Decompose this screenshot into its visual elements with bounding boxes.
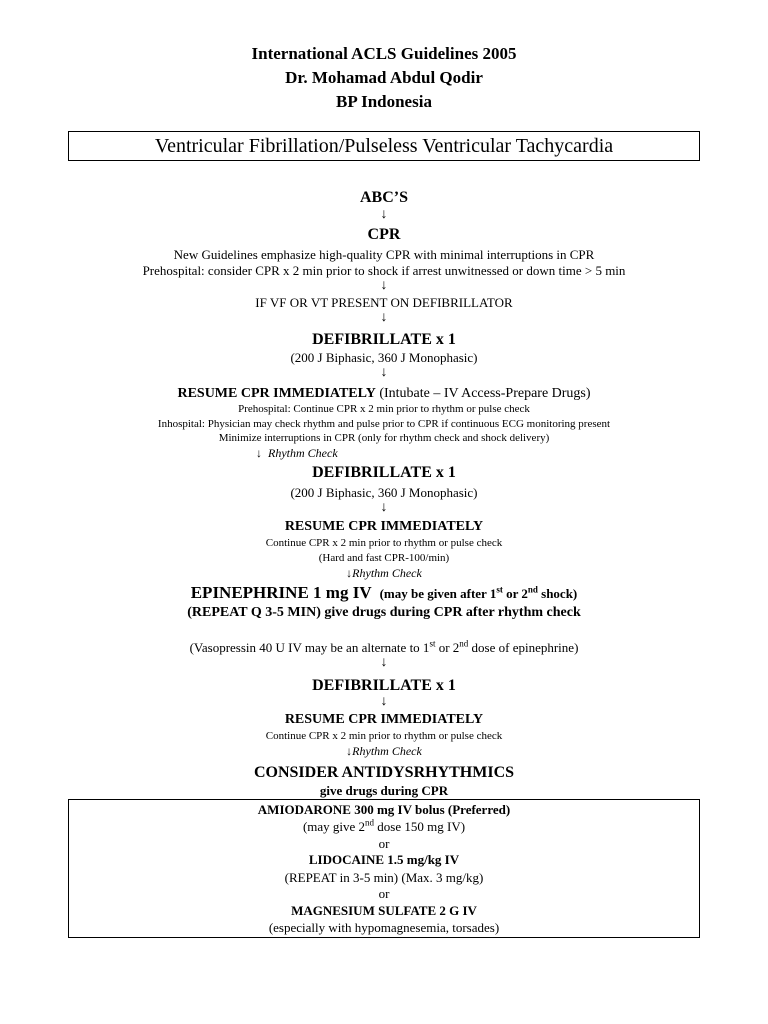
step-abcs: ABC’S: [359, 189, 408, 206]
down-arrow-icon: ↓: [346, 744, 353, 758]
step-cpr: CPR: [367, 226, 401, 243]
step-resume-cpr-3: RESUME CPR IMMEDIATELY: [284, 712, 484, 727]
down-arrow-icon: ↓: [380, 500, 388, 515]
lidocaine-note: (REPEAT in 3-5 min) (Max. 3 mg/kg): [284, 870, 484, 885]
epinephrine-dose: EPINEPHRINE 1 mg IV: [190, 583, 372, 602]
rhythm-check-3: [0, 744, 768, 759]
resume-cpr-2-note-2: (Hard and fast CPR-100/min): [318, 552, 450, 564]
vasopressin-note: (Vasopressin 40 U IV may be an alternate to 1st or 2nd dose of epinephrine): [189, 638, 579, 655]
cpr-note-1: New Guidelines emphasize high-quality CPR with minimal interruptions in CPR: [173, 247, 595, 262]
step-defibrillate-3: DEFIBRILLATE x 1: [312, 677, 456, 694]
resume-cpr-1-note-2: Inhospital: Physician may check rhythm and pulse prior to CPR if continuous ECG monitoring present: [157, 418, 611, 430]
resume-cpr-1-note-1: Prehospital: Continue CPR x 2 min prior to rhythm or pulse check: [238, 403, 530, 415]
resume-cpr-1-note-3: Minimize interruptions in CPR (only for rhythm check and shock delivery): [218, 432, 550, 444]
rhythm-check-2: [0, 566, 768, 581]
magnesium-note: (especially with hypomagnesemia, torsades): [268, 920, 500, 935]
down-arrow-icon: ↓: [380, 207, 388, 222]
down-arrow-icon: ↓: [256, 446, 262, 460]
defibrillate-2-note: (200 J Biphasic, 360 J Monophasic): [290, 485, 478, 500]
down-arrow-icon: ↓: [380, 694, 388, 709]
cpr-note-2: Prehospital: consider CPR x 2 min prior to shock if arrest unwitnessed or down time > 5 min: [142, 263, 626, 278]
step-defibrillate-2: DEFIBRILLATE x 1: [312, 464, 456, 481]
resume-cpr-3-note-1: Continue CPR x 2 min prior to rhythm or pulse check: [265, 730, 503, 742]
lidocaine-dose: LIDOCAINE 1.5 mg/kg IV: [308, 852, 460, 867]
epinephrine-timing: (may be given after 1st or 2nd shock): [379, 584, 578, 601]
give-drugs-during-cpr: give drugs during CPR: [319, 783, 449, 798]
resume-cpr-1-detail: (Intubate – IV Access-Prepare Drugs): [375, 386, 591, 401]
down-arrow-icon: ↓: [380, 278, 388, 293]
amiodarone-dose: AMIODARONE 300 mg IV bolus (Preferred): [257, 802, 511, 817]
step-epinephrine: [0, 583, 768, 603]
step-consider-antidysrhythmics: CONSIDER ANTIDYSRHYTHMICS: [253, 764, 515, 781]
rhythm-check-1: [256, 446, 338, 461]
step-vf-present: IF VF OR VT PRESENT ON DEFIBRILLATOR: [255, 295, 513, 310]
step-resume-cpr-2: RESUME CPR IMMEDIATELY: [284, 519, 484, 534]
magnesium-dose: MAGNESIUM SULFATE 2 G IV: [291, 903, 477, 918]
header-line-3: BP Indonesia: [336, 92, 432, 111]
down-arrow-icon: ↓: [346, 566, 353, 580]
down-arrow-icon: ↓: [380, 365, 388, 380]
resume-cpr-1-heading: RESUME CPR IMMEDIATELY: [177, 386, 376, 401]
rhythm-check-3-label: Rhythm Check: [352, 744, 422, 758]
epinephrine-repeat: (REPEAT Q 3-5 MIN) give drugs during CPR after rhythm check: [187, 605, 581, 620]
down-arrow-icon: ↓: [380, 655, 388, 670]
amiodarone-note: (may give 2nd dose 150 mg IV): [302, 817, 466, 834]
rhythm-check-1-label: Rhythm Check: [268, 446, 338, 460]
step-defibrillate-1: DEFIBRILLATE x 1: [312, 331, 456, 348]
step-resume-cpr-1: [0, 386, 768, 402]
or-separator: or: [378, 886, 390, 901]
page-title: Ventricular Fibrillation/Pulseless Ventricular Tachycardia: [68, 131, 700, 161]
or-separator: or: [378, 836, 390, 851]
rhythm-check-2-label: Rhythm Check: [352, 566, 422, 580]
resume-cpr-2-note-1: Continue CPR x 2 min prior to rhythm or pulse check: [265, 537, 503, 549]
defibrillate-1-note: (200 J Biphasic, 360 J Monophasic): [290, 350, 478, 365]
header-line-2: Dr. Mohamad Abdul Qodir: [285, 68, 483, 87]
down-arrow-icon: ↓: [380, 310, 388, 325]
header-line-1: International ACLS Guidelines 2005: [251, 44, 517, 63]
